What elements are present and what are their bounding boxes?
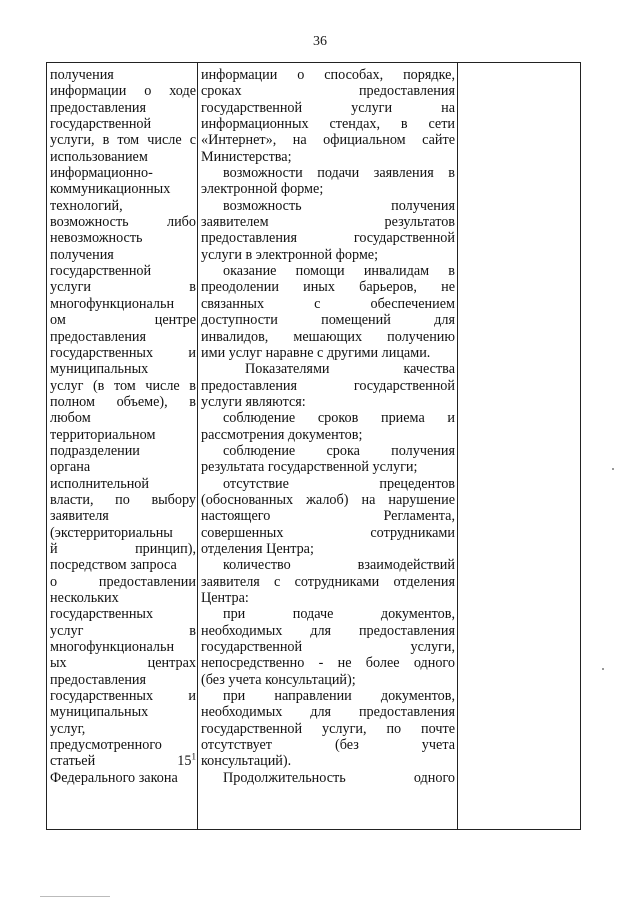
left-line: заявителя <box>50 508 109 525</box>
right-line: (обоснованных жалоб) на нарушение <box>201 491 455 508</box>
right-line: соблюдение сроков приема и <box>223 410 455 427</box>
scan-artifact <box>602 668 604 670</box>
left-line: предоставления <box>50 671 147 688</box>
right-line: результата государственной услуги; <box>201 459 418 476</box>
left-line: услуг в <box>50 622 196 639</box>
document-table <box>46 62 581 830</box>
left-line: информационно- <box>50 165 153 182</box>
right-line: заявителем результатов <box>201 214 455 231</box>
left-line: предоставления <box>50 328 147 345</box>
right-line: необходимых для предоставления <box>201 622 455 639</box>
left-line: предоставления <box>50 99 147 116</box>
superscript: 1 <box>191 753 196 762</box>
left-line: подразделении <box>50 442 140 459</box>
right-line: услуги в электронной форме; <box>201 246 379 263</box>
right-line: возможности подачи заявления в <box>223 165 455 182</box>
right-line: доступности помещений для <box>201 312 455 329</box>
right-line: сроках предоставления <box>201 83 455 100</box>
right-line: заявителя с сотрудниками отделения <box>201 573 455 590</box>
right-line: необходимых для предоставления <box>201 704 455 721</box>
right-line: совершенных сотрудниками <box>201 524 455 541</box>
right-line: государственной услуги на <box>201 99 455 116</box>
scan-artifact <box>40 896 110 897</box>
left-line-with-superscript <box>50 753 196 769</box>
right-line: Министерства; <box>201 148 292 165</box>
right-line: отсутствие прецедентов <box>223 475 455 492</box>
left-column <box>50 67 196 786</box>
right-line: связанных с обеспечением <box>201 295 455 312</box>
right-line: Продолжительность одного <box>223 769 455 786</box>
left-line: использованием <box>50 148 148 165</box>
left-line: услуги в <box>50 279 196 296</box>
column-divider <box>197 63 198 829</box>
right-line: предоставления государственной <box>201 377 455 394</box>
right-line: информационных стендах, в сети <box>201 116 455 133</box>
right-line: при подаче документов, <box>223 606 455 623</box>
right-line: «Интернет», на официальном сайте <box>201 132 455 149</box>
left-line: территориальном <box>50 426 156 443</box>
left-line: муниципальных <box>50 704 149 721</box>
left-line: возможность либо <box>50 214 196 231</box>
left-line: исполнительной <box>50 475 149 492</box>
left-line: органа <box>50 459 91 476</box>
left-line: государственных и <box>50 344 196 361</box>
right-line: информации о способах, порядке, <box>201 67 455 83</box>
right-line: непосредственно - не более одного <box>201 655 455 672</box>
left-line: информации о ходе <box>50 83 196 100</box>
right-line: рассмотрения документов; <box>201 426 363 443</box>
left-line: государственной <box>50 263 152 280</box>
left-line: ых центрах <box>50 655 196 672</box>
left-line: коммуникационных <box>50 181 171 198</box>
left-line: (экстерриториальны <box>50 524 173 541</box>
right-line: (без учета консультаций); <box>201 671 356 688</box>
left-line: услуг (в том числе в <box>50 377 196 394</box>
left-line: посредством запроса <box>50 557 177 574</box>
scan-artifact <box>612 468 614 470</box>
right-line: предоставления государственной <box>201 230 455 247</box>
right-line: отсутствует (без учета <box>201 737 455 754</box>
right-line: электронной форме; <box>201 181 324 198</box>
right-line: услуги являются: <box>201 393 306 410</box>
column-divider <box>457 63 458 829</box>
left-line: получения <box>50 246 114 263</box>
left-line: предусмотренного <box>50 737 162 754</box>
left-line: невозможность <box>50 230 143 247</box>
left-line: Федерального закона <box>50 769 178 786</box>
middle-column <box>201 67 455 786</box>
right-line: при направлении документов, <box>223 688 455 705</box>
right-line: государственной услуги, <box>201 639 455 656</box>
right-line: инвалидов, мешающих получению <box>201 328 455 345</box>
left-line: многофункциональн <box>50 295 175 312</box>
right-line: оказание помощи инвалидам в <box>223 263 455 280</box>
right-line: Показателями качества <box>245 361 455 378</box>
left-line: технологий, <box>50 197 123 214</box>
left-line: нескольких <box>50 590 119 606</box>
right-line: возможность получения <box>223 197 455 214</box>
left-line: полном объеме), в <box>50 393 196 410</box>
left-line: многофункциональн <box>50 639 175 656</box>
left-line: власти, по выбору <box>50 491 196 508</box>
left-line-text: статьей 15 <box>50 753 192 770</box>
page-number: 36 <box>313 34 327 49</box>
left-line: о предоставлении <box>50 573 196 590</box>
left-line: ом центре <box>50 312 196 329</box>
right-line: ими услуг наравне с другими лицами. <box>201 344 431 361</box>
left-line: муниципальных <box>50 361 149 378</box>
left-line: получения <box>50 67 114 83</box>
right-line: количество взаимодействий <box>223 557 455 574</box>
right-line: настоящего Регламента, <box>201 508 455 525</box>
right-line: отделения Центра; <box>201 540 314 557</box>
left-line: услуг, <box>50 720 86 737</box>
right-line: консультаций). <box>201 753 292 770</box>
left-line: услуги, в том числе с <box>50 132 196 149</box>
left-line: государственных <box>50 606 154 623</box>
right-line: государственной услуги, по почте <box>201 720 455 737</box>
left-line: государственных и <box>50 688 196 705</box>
left-line: государственной <box>50 116 152 133</box>
right-line: преодолении иных барьеров, не <box>201 279 455 296</box>
right-line: соблюдение срока получения <box>223 442 455 459</box>
left-line: любом <box>50 410 91 427</box>
right-line: Центра: <box>201 590 249 606</box>
left-line: й принцип), <box>50 540 196 557</box>
